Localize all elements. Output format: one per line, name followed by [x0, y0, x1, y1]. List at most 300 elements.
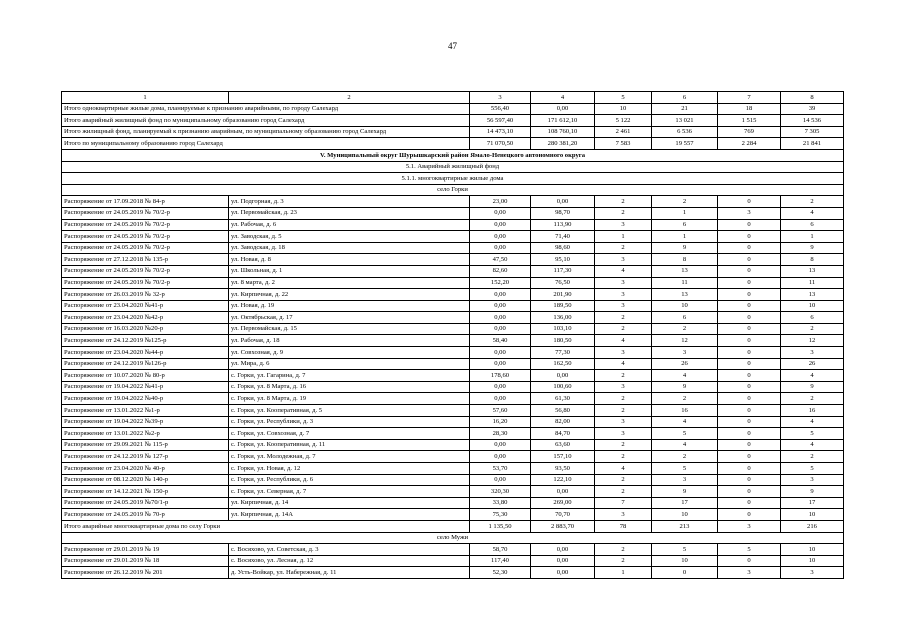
value-cell: 5	[652, 544, 718, 556]
value-cell: 100,60	[531, 381, 595, 393]
value-cell: 3	[595, 416, 652, 428]
table-row	[62, 207, 844, 219]
value-cell: 2	[595, 207, 652, 219]
table-row	[62, 335, 844, 347]
value-cell: 117,40	[470, 555, 531, 567]
subsection-heading: 5.1. Аварийный жилищный фонд	[62, 161, 844, 173]
value-cell: 3	[595, 277, 652, 289]
locality-heading: село Мужи	[62, 532, 844, 544]
value-cell: 2	[595, 555, 652, 567]
document-cell: Распоряжение от 24.12.2019 №126-р	[62, 358, 229, 370]
address-cell: ул. Кирпичная, д. 22	[229, 289, 470, 301]
address-cell: д. Усть-Войкар, ул. Набережная, д. 11	[229, 567, 470, 579]
table-row	[62, 254, 844, 266]
value-cell: 10	[781, 300, 844, 312]
value-cell: 71 070,50	[470, 138, 531, 150]
value-cell: 9	[781, 242, 844, 254]
value-cell: 2	[652, 393, 718, 405]
value-cell: 3	[595, 289, 652, 301]
value-cell: 98,60	[531, 242, 595, 254]
value-cell: 5	[718, 544, 781, 556]
value-cell: 2	[595, 312, 652, 324]
document-cell: Распоряжение от 24.05.2019 № 70-р	[62, 509, 229, 521]
address-cell: с. Горки, ул. Кооперативная, д. 11	[229, 439, 470, 451]
value-cell: 0	[718, 381, 781, 393]
value-cell: 3	[652, 347, 718, 359]
value-cell: 1	[781, 231, 844, 243]
table-row	[62, 196, 844, 208]
document-cell: Распоряжение от 24.05.2019 № 70/2-р	[62, 242, 229, 254]
value-cell: 0	[718, 497, 781, 509]
value-cell: 71,40	[531, 231, 595, 243]
value-cell: 3	[595, 300, 652, 312]
value-cell: 0,00	[531, 486, 595, 498]
value-cell: 0,00	[470, 474, 531, 486]
table-row	[62, 393, 844, 405]
value-cell: 4	[595, 335, 652, 347]
value-cell: 0	[718, 219, 781, 231]
value-cell: 10	[781, 544, 844, 556]
value-cell: 10	[595, 103, 652, 115]
value-cell: 280 381,20	[531, 138, 595, 150]
value-cell: 2	[595, 196, 652, 208]
value-cell: 0	[718, 405, 781, 417]
value-cell: 13	[781, 289, 844, 301]
value-cell: 2	[781, 196, 844, 208]
value-cell: 23,00	[470, 196, 531, 208]
value-cell: 0	[718, 509, 781, 521]
value-cell: 0,00	[470, 300, 531, 312]
document-cell: Распоряжение от 29.01.2019 № 19	[62, 544, 229, 556]
document-cell: Распоряжение от 19.04.2022 №41-р	[62, 381, 229, 393]
address-cell: с. Горки, ул. Кооперативная, д. 5	[229, 405, 470, 417]
value-cell: 13	[652, 289, 718, 301]
value-cell: 4	[781, 439, 844, 451]
table-row	[62, 265, 844, 277]
value-cell: 56,80	[531, 405, 595, 417]
value-cell: 2	[595, 439, 652, 451]
value-cell: 0,00	[470, 358, 531, 370]
document-cell: Распоряжение от 29.09.2021 № 115-р	[62, 439, 229, 451]
column-header: 5	[595, 92, 652, 104]
value-cell: 3	[718, 567, 781, 579]
value-cell: 0,00	[470, 347, 531, 359]
value-cell: 13 021	[652, 115, 718, 127]
value-cell: 113,90	[531, 219, 595, 231]
address-cell: с. Горки, ул. Республики, д. 3	[229, 416, 470, 428]
document-cell: Распоряжение от 24.12.2019 №125-р	[62, 335, 229, 347]
value-cell: 0	[718, 463, 781, 475]
value-cell: 108 760,10	[531, 126, 595, 138]
value-cell: 12	[652, 335, 718, 347]
value-cell: 21 841	[781, 138, 844, 150]
document-cell: Распоряжение от 26.12.2019 № 201	[62, 567, 229, 579]
value-cell: 0	[652, 567, 718, 579]
address-cell: ул. Первомайская, д. 15	[229, 323, 470, 335]
value-cell: 4	[595, 265, 652, 277]
value-cell: 0	[718, 196, 781, 208]
value-cell: 213	[652, 520, 718, 532]
value-cell: 10	[652, 300, 718, 312]
value-cell: 122,10	[531, 474, 595, 486]
table-row	[62, 300, 844, 312]
value-cell: 8	[652, 254, 718, 266]
value-cell: 4	[781, 207, 844, 219]
value-cell: 2	[781, 451, 844, 463]
address-cell: ул. Кирпичная, д. 14А	[229, 509, 470, 521]
document-cell: Распоряжение от 27.12.2018 № 135-р	[62, 254, 229, 266]
value-cell: 4	[652, 370, 718, 382]
subsubsection-heading: 5.1.1. многоквартирные жилые дома	[62, 173, 844, 185]
document-cell: Распоряжение от 23.04.2020 №42-р	[62, 312, 229, 324]
column-header: 3	[470, 92, 531, 104]
value-cell: 52,30	[470, 567, 531, 579]
table-row	[62, 231, 844, 243]
value-cell: 157,10	[531, 451, 595, 463]
table-row	[62, 463, 844, 475]
total-label: Итого аварийные многоквартирные дома по селу Горки	[62, 520, 470, 532]
table-row	[62, 242, 844, 254]
value-cell: 3	[595, 347, 652, 359]
value-cell: 77,30	[531, 347, 595, 359]
document-cell: Распоряжение от 24.05.2019 № 70/2-р	[62, 219, 229, 231]
value-cell: 2	[595, 486, 652, 498]
value-cell: 6	[652, 312, 718, 324]
value-cell: 9	[781, 486, 844, 498]
value-cell: 26	[652, 358, 718, 370]
value-cell: 2	[652, 451, 718, 463]
value-cell: 0	[718, 347, 781, 359]
value-cell: 47,50	[470, 254, 531, 266]
summary-label: Итого одноквартирные жилые дома, планируемые к признанию аварийными, по городу Салехард	[62, 103, 470, 115]
value-cell: 19 557	[652, 138, 718, 150]
value-cell: 0	[718, 254, 781, 266]
value-cell: 117,30	[531, 265, 595, 277]
value-cell: 4	[595, 358, 652, 370]
value-cell: 4	[595, 463, 652, 475]
value-cell: 3	[781, 474, 844, 486]
value-cell: 0	[718, 300, 781, 312]
value-cell: 3	[595, 254, 652, 266]
address-cell: ул. 8 марта, д. 2	[229, 277, 470, 289]
value-cell: 2	[595, 474, 652, 486]
value-cell: 7	[595, 497, 652, 509]
document-cell: Распоряжение от 24.05.2019 № 70/2-р	[62, 207, 229, 219]
value-cell: 9	[781, 381, 844, 393]
value-cell: 0	[718, 486, 781, 498]
value-cell: 2	[595, 544, 652, 556]
address-cell: ул. Совхозная, д. 9	[229, 347, 470, 359]
table-row	[62, 277, 844, 289]
value-cell: 2	[595, 405, 652, 417]
value-cell: 0	[718, 265, 781, 277]
value-cell: 18	[718, 103, 781, 115]
value-cell: 17	[652, 497, 718, 509]
value-cell: 4	[652, 439, 718, 451]
value-cell: 7 583	[595, 138, 652, 150]
value-cell: 4	[652, 416, 718, 428]
value-cell: 0	[718, 323, 781, 335]
value-cell: 3	[781, 567, 844, 579]
address-cell: ул. Школьная, д. 1	[229, 265, 470, 277]
value-cell: 3	[718, 207, 781, 219]
value-cell: 178,60	[470, 370, 531, 382]
value-cell: 10	[652, 555, 718, 567]
value-cell: 0,00	[470, 393, 531, 405]
value-cell: 6 536	[652, 126, 718, 138]
value-cell: 7 305	[781, 126, 844, 138]
summary-row	[62, 103, 844, 115]
value-cell: 1	[652, 207, 718, 219]
value-cell: 75,30	[470, 509, 531, 521]
value-cell: 8	[781, 254, 844, 266]
table-row	[62, 381, 844, 393]
table-row	[62, 405, 844, 417]
value-cell: 0	[718, 335, 781, 347]
document-cell: Распоряжение от 23.04.2020 №41-р	[62, 300, 229, 312]
value-cell: 0,00	[531, 103, 595, 115]
value-cell: 3	[781, 347, 844, 359]
value-cell: 769	[718, 126, 781, 138]
value-cell: 0,00	[470, 323, 531, 335]
value-cell: 1	[595, 231, 652, 243]
value-cell: 0,00	[470, 219, 531, 231]
value-cell: 0	[718, 312, 781, 324]
address-cell: ул. Рабочая, д. 6	[229, 219, 470, 231]
value-cell: 103,10	[531, 323, 595, 335]
value-cell: 93,50	[531, 463, 595, 475]
table-row	[62, 544, 844, 556]
value-cell: 10	[781, 555, 844, 567]
value-cell: 3	[595, 428, 652, 440]
value-cell: 0,00	[470, 207, 531, 219]
value-cell: 0,00	[470, 242, 531, 254]
value-cell: 3	[718, 520, 781, 532]
value-cell: 0	[718, 439, 781, 451]
value-cell: 28,30	[470, 428, 531, 440]
value-cell: 14 536	[781, 115, 844, 127]
address-cell: с. Горки, ул. Республики, д. 6	[229, 474, 470, 486]
value-cell: 78	[595, 520, 652, 532]
value-cell: 58,70	[470, 544, 531, 556]
value-cell: 21	[652, 103, 718, 115]
document-cell: Распоряжение от 19.04.2022 №40-р	[62, 393, 229, 405]
address-cell: с. Горки, ул. Новая, д. 12	[229, 463, 470, 475]
value-cell: 0	[718, 358, 781, 370]
value-cell: 2 883,70	[531, 520, 595, 532]
value-cell: 2	[652, 196, 718, 208]
value-cell: 0	[718, 370, 781, 382]
address-cell: с. Восяхово, ул. Советская, д. 3	[229, 544, 470, 556]
value-cell: 33,80	[470, 497, 531, 509]
value-cell: 2 284	[718, 138, 781, 150]
value-cell: 0	[718, 451, 781, 463]
value-cell: 95,10	[531, 254, 595, 266]
value-cell: 0	[718, 242, 781, 254]
value-cell: 0	[718, 231, 781, 243]
address-cell: с. Горки, ул. Северная, д. 7	[229, 486, 470, 498]
subsubsection-row	[62, 173, 844, 185]
value-cell: 76,50	[531, 277, 595, 289]
value-cell: 2	[595, 323, 652, 335]
document-cell: Распоряжение от 17.09.2018 № 84-р	[62, 196, 229, 208]
address-cell: ул. Подгорная, д. 3	[229, 196, 470, 208]
value-cell: 10	[652, 509, 718, 521]
page-number: 47	[448, 41, 457, 51]
value-cell: 16	[781, 405, 844, 417]
document-cell: Распоряжение от 23.04.2020 № 40-р	[62, 463, 229, 475]
column-header: 4	[531, 92, 595, 104]
value-cell: 6	[781, 219, 844, 231]
value-cell: 0,00	[531, 196, 595, 208]
table-row	[62, 567, 844, 579]
value-cell: 63,60	[531, 439, 595, 451]
address-cell: ул. Кирпичная, д. 14	[229, 497, 470, 509]
table-row	[62, 555, 844, 567]
value-cell: 5	[781, 463, 844, 475]
locality-heading: село Горки	[62, 184, 844, 196]
value-cell: 9	[652, 242, 718, 254]
summary-row	[62, 126, 844, 138]
column-header: 6	[652, 92, 718, 104]
column-header: 7	[718, 92, 781, 104]
value-cell: 6	[781, 312, 844, 324]
value-cell: 11	[781, 277, 844, 289]
value-cell: 1 135,50	[470, 520, 531, 532]
address-cell: с. Горки, ул. Гагарина, д. 7	[229, 370, 470, 382]
table-row	[62, 323, 844, 335]
table-row	[62, 358, 844, 370]
table-row	[62, 370, 844, 382]
value-cell: 269,00	[531, 497, 595, 509]
value-cell: 5 122	[595, 115, 652, 127]
summary-label: Итого по муниципальному образованию город Салехард	[62, 138, 470, 150]
summary-label: Итого жилищный фонд, планируемый к признанию аварийным, по муниципальному образованию город Салехард	[62, 126, 470, 138]
table-row	[62, 497, 844, 509]
address-cell: ул. Заводская, д. 18	[229, 242, 470, 254]
value-cell: 3	[595, 509, 652, 521]
locality-total-row	[62, 520, 844, 532]
value-cell: 216	[781, 520, 844, 532]
value-cell: 82,00	[531, 416, 595, 428]
value-cell: 9	[652, 381, 718, 393]
value-cell: 82,60	[470, 265, 531, 277]
value-cell: 61,30	[531, 393, 595, 405]
address-cell: с. Горки, ул. 8 Марта, д. 19	[229, 393, 470, 405]
address-cell: с. Восяхово, ул. Лесная, д. 12	[229, 555, 470, 567]
value-cell: 0,00	[531, 555, 595, 567]
column-header: 8	[781, 92, 844, 104]
value-cell: 13	[781, 265, 844, 277]
value-cell: 0	[718, 555, 781, 567]
value-cell: 162,50	[531, 358, 595, 370]
value-cell: 171 612,10	[531, 115, 595, 127]
value-cell: 11	[652, 277, 718, 289]
value-cell: 16	[652, 405, 718, 417]
value-cell: 320,30	[470, 486, 531, 498]
value-cell: 1	[595, 567, 652, 579]
summary-row	[62, 115, 844, 127]
document-cell: Распоряжение от 23.04.2020 №44-р	[62, 347, 229, 359]
address-cell: ул. Новая, д. 19	[229, 300, 470, 312]
value-cell: 0,00	[531, 567, 595, 579]
summary-label: Итого аварийный жилищный фонд по муниципальному образованию город Салехард	[62, 115, 470, 127]
value-cell: 0	[718, 277, 781, 289]
value-cell: 0,00	[470, 312, 531, 324]
table-body	[62, 92, 844, 579]
table-row	[62, 509, 844, 521]
document-cell: Распоряжение от 10.07.2020 № 80-р	[62, 370, 229, 382]
value-cell: 3	[595, 219, 652, 231]
section-heading: V. Муниципальный округ Шурышкарский район Ямало-Ненецкого автономного округа	[62, 149, 844, 161]
value-cell: 201,90	[531, 289, 595, 301]
column-header-row	[62, 92, 844, 104]
value-cell: 12	[781, 335, 844, 347]
table-row	[62, 347, 844, 359]
value-cell: 26	[781, 358, 844, 370]
value-cell: 0,00	[470, 451, 531, 463]
value-cell: 2	[595, 242, 652, 254]
address-cell: ул. Мира, д. 6	[229, 358, 470, 370]
document-cell: Распоряжение от 24.05.2019 № 70/2-р	[62, 265, 229, 277]
value-cell: 1	[652, 231, 718, 243]
value-cell: 0,00	[470, 381, 531, 393]
address-cell: ул. Рабочая, д. 18	[229, 335, 470, 347]
value-cell: 58,40	[470, 335, 531, 347]
value-cell: 3	[595, 381, 652, 393]
value-cell: 70,70	[531, 509, 595, 521]
address-cell: с. Горки, ул. 8 Марта, д. 16	[229, 381, 470, 393]
table-row	[62, 451, 844, 463]
value-cell: 0,00	[470, 289, 531, 301]
value-cell: 136,00	[531, 312, 595, 324]
value-cell: 9	[652, 486, 718, 498]
value-cell: 16,20	[470, 416, 531, 428]
table-row	[62, 486, 844, 498]
value-cell: 0	[718, 393, 781, 405]
document-cell: Распоряжение от 14.12.2021 № 150-р	[62, 486, 229, 498]
value-cell: 17	[781, 497, 844, 509]
value-cell: 14 473,10	[470, 126, 531, 138]
document-cell: Распоряжение от 24.12.2019 № 127-р	[62, 451, 229, 463]
document-cell: Распоряжение от 16.03.2020 №20-р	[62, 323, 229, 335]
value-cell: 180,50	[531, 335, 595, 347]
address-cell: ул. Октябрьская, д. 17	[229, 312, 470, 324]
value-cell: 4	[781, 416, 844, 428]
address-cell: ул. Новая, д. 8	[229, 254, 470, 266]
value-cell: 10	[781, 509, 844, 521]
document-cell: Распоряжение от 19.04.2022 №39-р	[62, 416, 229, 428]
address-cell: с. Горки, ул. Молодежная, д. 7	[229, 451, 470, 463]
housing-table	[61, 91, 844, 579]
locality-row	[62, 532, 844, 544]
value-cell: 5	[781, 428, 844, 440]
value-cell: 189,50	[531, 300, 595, 312]
value-cell: 152,20	[470, 277, 531, 289]
value-cell: 3	[652, 474, 718, 486]
value-cell: 2 461	[595, 126, 652, 138]
document-cell: Распоряжение от 13.01.2022 №1-р	[62, 405, 229, 417]
value-cell: 6	[652, 219, 718, 231]
document-cell: Распоряжение от 24.05.2019 № 70/2-р	[62, 231, 229, 243]
value-cell: 0,00	[470, 231, 531, 243]
table-row	[62, 219, 844, 231]
document-cell: Распоряжение от 24.05.2019 № 70/2-р	[62, 277, 229, 289]
value-cell: 39	[781, 103, 844, 115]
value-cell: 13	[652, 265, 718, 277]
table-row	[62, 428, 844, 440]
value-cell: 56 597,40	[470, 115, 531, 127]
